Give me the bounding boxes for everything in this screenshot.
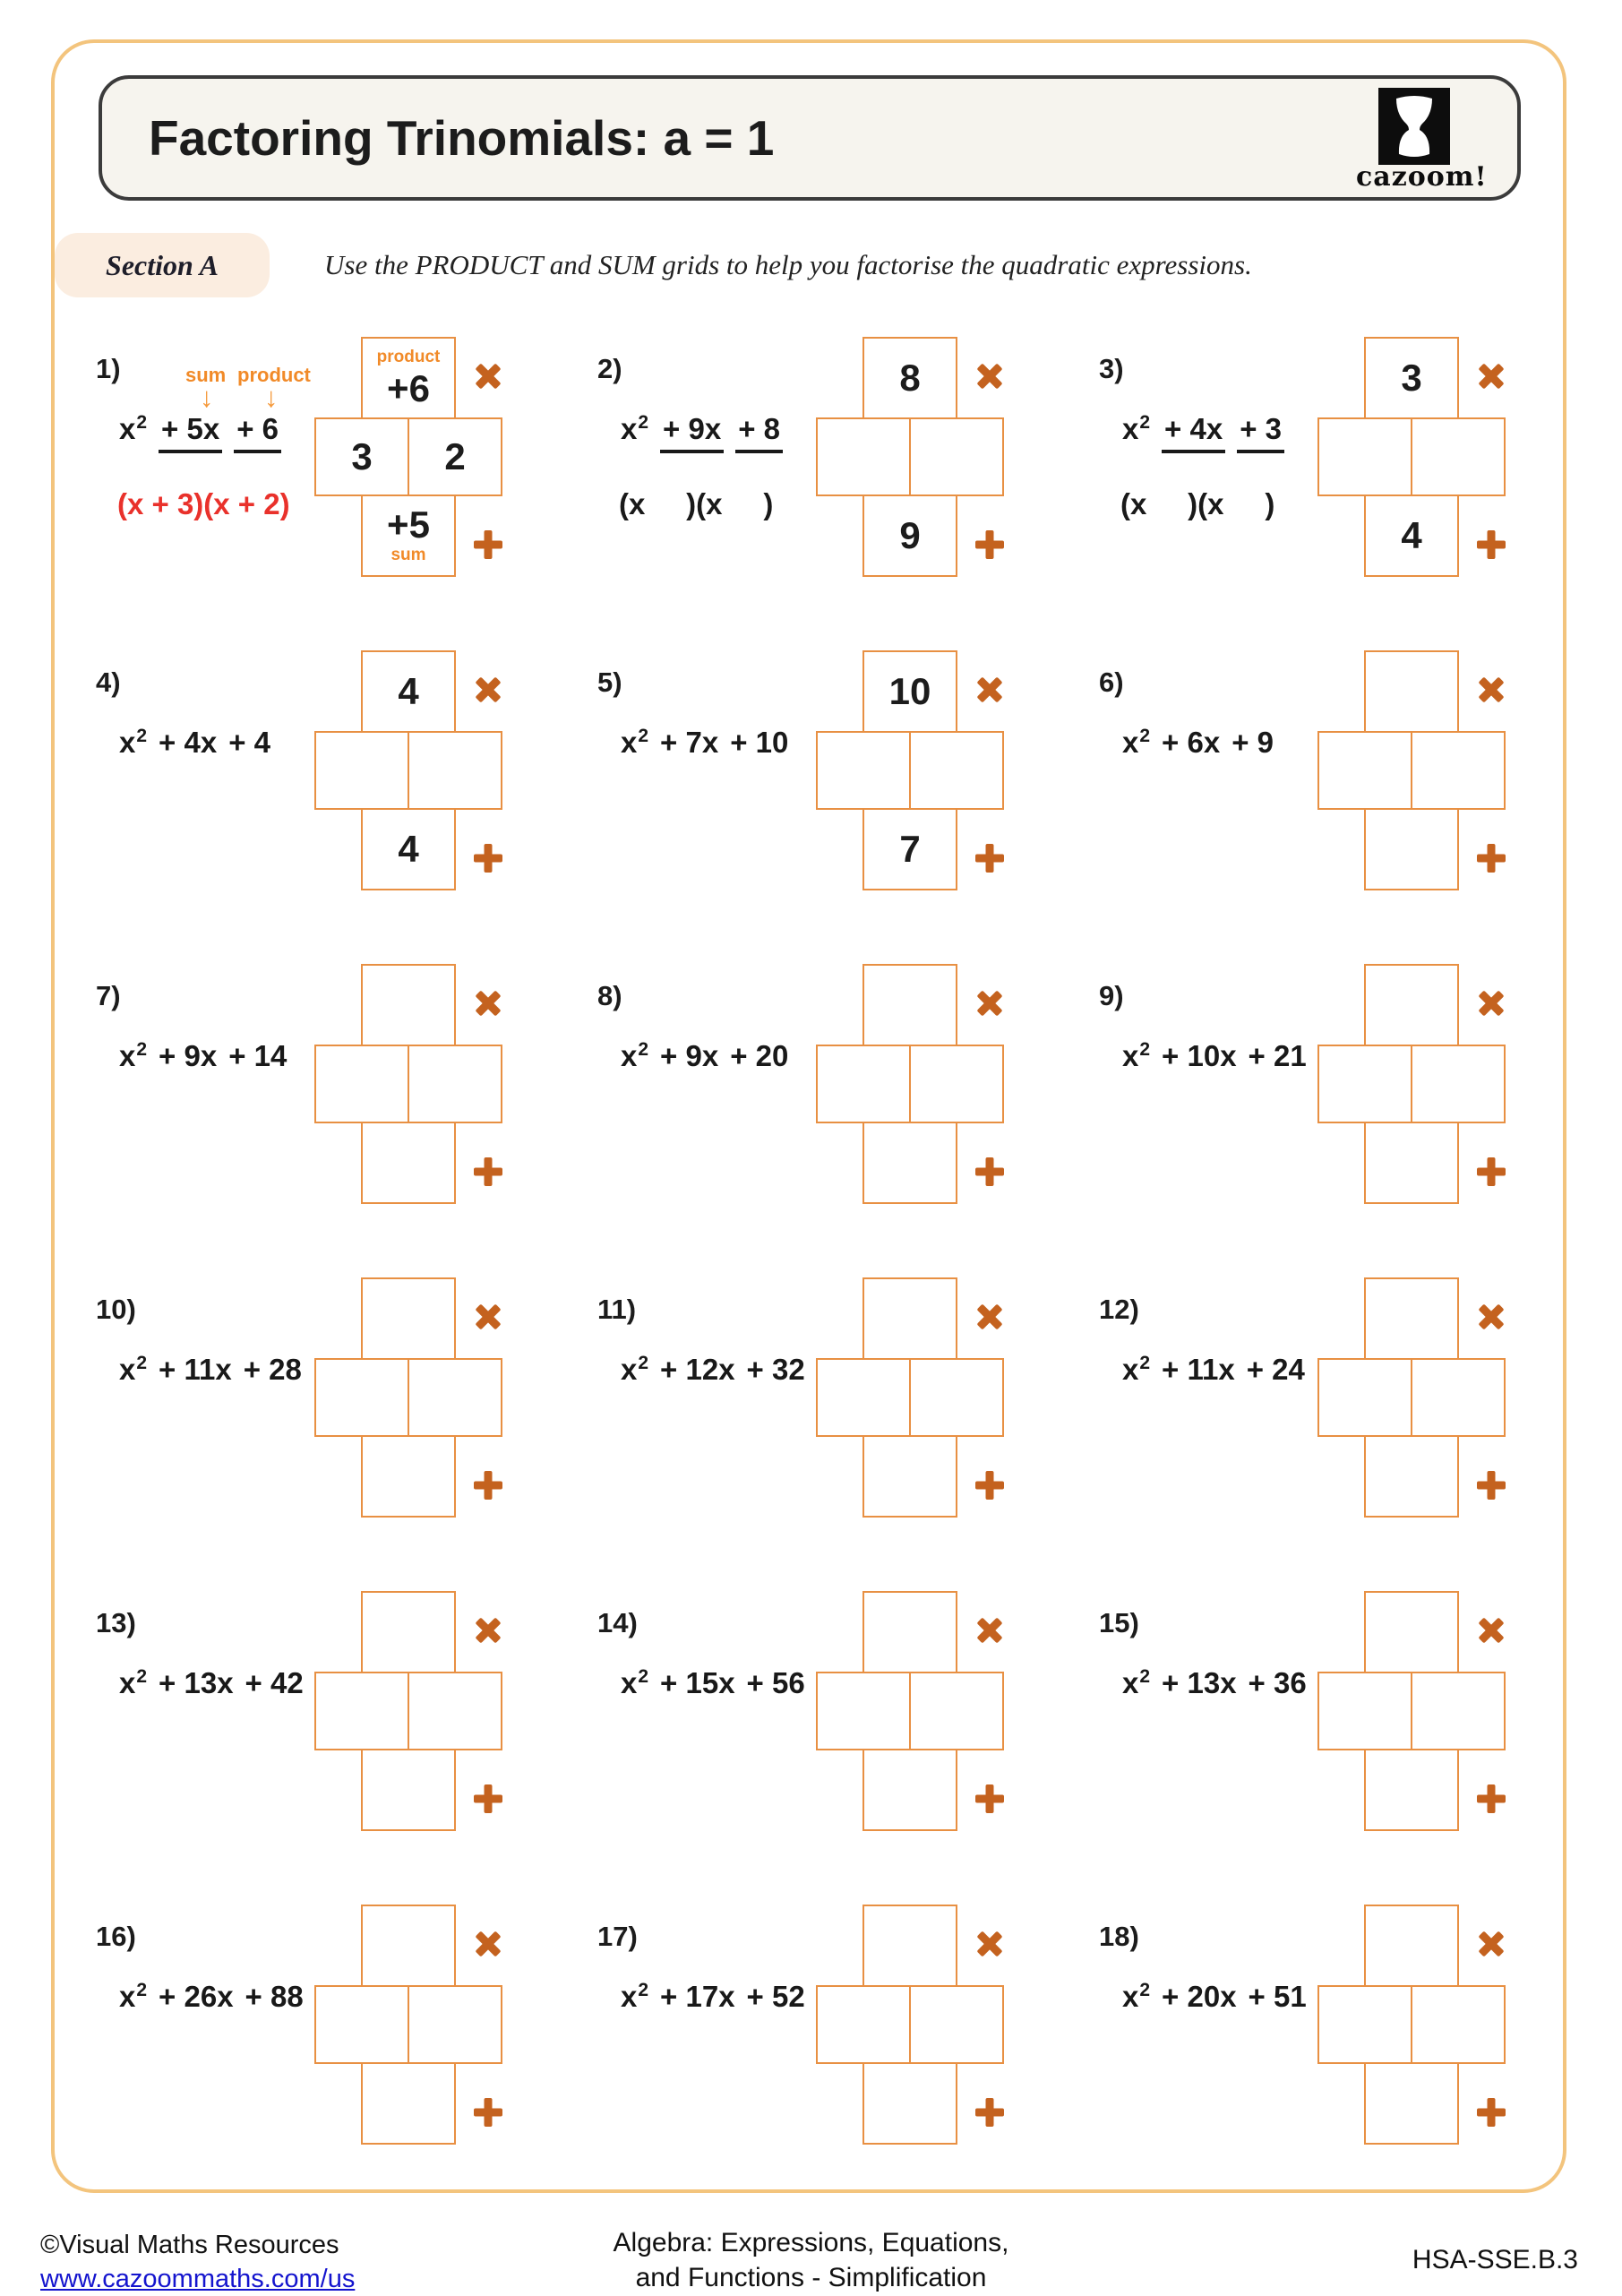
- problem-cell: [76, 315, 578, 629]
- plus-icon: [1477, 1784, 1506, 1813]
- multiply-icon: [1471, 1610, 1511, 1650]
- multiply-icon: [1471, 356, 1511, 396]
- product-box: [361, 1905, 456, 1987]
- multiply-icon: [969, 356, 1009, 396]
- factor-box-right: [1411, 731, 1506, 810]
- problem-cell: [1079, 1883, 1581, 2197]
- expression-variable: x: [119, 412, 136, 445]
- quadratic-expression: [119, 1353, 302, 1387]
- factor-box-right: [909, 417, 1004, 496]
- factor-box-left: [314, 417, 409, 496]
- expression-constant-term: + 21: [1248, 1039, 1307, 1072]
- product-value: 8: [899, 357, 921, 399]
- sum-box: [1364, 1749, 1459, 1831]
- product-box: [862, 1591, 957, 1673]
- quadratic-expression: [621, 1039, 788, 1073]
- problem-number: 4): [96, 666, 121, 698]
- expression-linear-term: + 15x: [660, 1666, 735, 1699]
- product-box: [862, 650, 957, 733]
- factor-box-left: [314, 1358, 409, 1437]
- multiply-icon: [1471, 1296, 1511, 1337]
- sum-value: 4: [1401, 514, 1422, 556]
- problem-number: 14): [597, 1607, 638, 1638]
- expression-variable: x: [119, 1980, 136, 2013]
- sum-box: [862, 1435, 957, 1518]
- multiply-icon: [969, 983, 1009, 1023]
- quadratic-expression: [1122, 726, 1274, 760]
- problem-number: 11): [597, 1294, 637, 1325]
- sum-value: 4: [398, 828, 419, 870]
- product-sum-grid: [1317, 1591, 1541, 1831]
- problem-number: 13): [96, 1607, 136, 1638]
- product-box: [862, 1277, 957, 1360]
- expression-linear-term: + 13x: [1162, 1666, 1237, 1699]
- djembe-drum-icon: [1378, 88, 1450, 165]
- header: [99, 75, 1521, 201]
- expression-linear-term: + 7x: [660, 726, 719, 759]
- sum-box: [1364, 2062, 1459, 2145]
- problem-cell: [76, 1256, 578, 1569]
- sum-box: [1364, 808, 1459, 890]
- cazoom-logo: [1356, 88, 1488, 193]
- factored-answer: (x + 3)(x + 2): [117, 487, 290, 520]
- product-box: [1364, 1277, 1459, 1360]
- factor-box-right: [1411, 417, 1506, 496]
- factor-box-right: [408, 731, 502, 810]
- expression-exponent: 2: [136, 1666, 148, 1687]
- problem-cell: [76, 1883, 578, 2197]
- expression-variable: x: [1122, 1980, 1139, 2013]
- factor-box-left: [1317, 731, 1412, 810]
- product-sum-grid: [816, 1905, 1040, 2145]
- expression-constant-term: + 9: [1232, 726, 1274, 759]
- expression-variable: x: [621, 1039, 638, 1072]
- expression-variable: x: [119, 1353, 136, 1386]
- product-sum-grid: [1317, 337, 1541, 577]
- sum-box: [1364, 1122, 1459, 1204]
- quadratic-expression: [1122, 412, 1284, 453]
- expression-variable: x: [621, 1980, 638, 2013]
- multiply-icon: [969, 1923, 1009, 1964]
- factor-box-right: [1411, 1672, 1506, 1750]
- sum-box: [862, 2062, 957, 2145]
- product-box: [361, 1277, 456, 1360]
- plus-icon: [1477, 2098, 1506, 2127]
- expression-variable: x: [1122, 412, 1139, 445]
- product-sum-grid: [816, 1591, 1040, 1831]
- product-annotation-label: product: [237, 364, 311, 386]
- problem-number: 6): [1099, 666, 1124, 698]
- factor-box-left: [816, 1672, 911, 1750]
- problem-cell: [1079, 315, 1581, 629]
- expression-constant-term: + 8: [735, 412, 783, 453]
- expression-linear-term: + 11x: [1162, 1353, 1235, 1386]
- quadratic-expression: [1122, 1039, 1307, 1073]
- expression-variable: x: [1122, 1039, 1139, 1072]
- expression-linear-term: + 26x: [159, 1980, 234, 2013]
- quadratic-expression: [1122, 1666, 1307, 1700]
- expression-constant-term: + 32: [746, 1353, 805, 1386]
- sum-box: [1364, 494, 1459, 577]
- problem-number: 10): [96, 1294, 136, 1325]
- expression-linear-term: + 9x: [660, 1039, 719, 1072]
- factor-box-right: [909, 1045, 1004, 1123]
- sum-box: [862, 1122, 957, 1204]
- product-sum-grid: [314, 1277, 538, 1518]
- product-value: 4: [398, 670, 419, 712]
- plus-icon: [474, 1471, 502, 1500]
- expression-exponent: 2: [638, 1666, 649, 1687]
- logo-text: cazoom!: [1356, 161, 1488, 193]
- plus-icon: [975, 530, 1004, 559]
- expression-constant-term: + 20: [730, 1039, 789, 1072]
- problem-number: 2): [597, 353, 622, 384]
- factor-box-left: [314, 1045, 409, 1123]
- expression-exponent: 2: [1139, 1980, 1151, 2000]
- product-sum-grid: [1317, 650, 1541, 890]
- multiply-icon: [1471, 983, 1511, 1023]
- expression-constant-term: + 6: [234, 412, 281, 453]
- problem-number: 12): [1099, 1294, 1139, 1325]
- sum-box: [361, 1435, 456, 1518]
- plus-icon: [474, 1784, 502, 1813]
- factor-box-left: [1317, 1985, 1412, 2064]
- product-sum-grid: [1317, 1277, 1541, 1518]
- expression-linear-term: + 20x: [1162, 1980, 1237, 2013]
- problem-number: 18): [1099, 1921, 1139, 1952]
- plus-icon: [1477, 530, 1506, 559]
- expression-constant-term: + 4: [228, 726, 270, 759]
- plus-icon: [975, 1784, 1004, 1813]
- expression-constant-term: + 3: [1237, 412, 1284, 453]
- sum-box: [361, 1122, 456, 1204]
- expression-constant-term: + 56: [746, 1666, 805, 1699]
- product-box: [862, 964, 957, 1046]
- product-box: [862, 1905, 957, 1987]
- product-sum-grid: [816, 337, 1040, 577]
- problems-grid: [76, 315, 1581, 2197]
- copyright-text: ©Visual Maths Resources: [40, 2231, 339, 2259]
- footer: [40, 2223, 1582, 2293]
- expression-variable: x: [621, 412, 638, 445]
- sum-box: [862, 494, 957, 577]
- factored-answer: (x )(x ): [619, 487, 774, 520]
- factor-box-right: [408, 1672, 502, 1750]
- product-box: [1364, 1591, 1459, 1673]
- expression-variable: x: [621, 1353, 638, 1386]
- product-sum-grid: [816, 650, 1040, 890]
- multiply-icon: [468, 1296, 508, 1337]
- factor-box-right: [909, 731, 1004, 810]
- problem-number: 15): [1099, 1607, 1139, 1638]
- product-sum-grid: [314, 650, 538, 890]
- left-factor-value: 3: [351, 435, 373, 477]
- expression-linear-term: + 17x: [660, 1980, 735, 2013]
- factor-box-right: [408, 417, 502, 496]
- factor-box-right: [1411, 1985, 1506, 2064]
- sum-value: 7: [899, 828, 921, 870]
- down-arrow-icon: ↓: [200, 382, 214, 413]
- quadratic-expression: [621, 1353, 805, 1387]
- expression-constant-term: + 14: [228, 1039, 287, 1072]
- quadratic-expression: [119, 1980, 304, 2014]
- sum-box: [862, 1749, 957, 1831]
- product-box: [361, 337, 456, 419]
- product-sum-grid: [816, 964, 1040, 1204]
- factor-box-right: [909, 1358, 1004, 1437]
- expression-variable: x: [119, 1039, 136, 1072]
- plus-icon: [474, 530, 502, 559]
- expression-constant-term: + 28: [243, 1353, 302, 1386]
- product-box: [361, 964, 456, 1046]
- expression-variable: x: [1122, 1353, 1139, 1386]
- problem-cell: [578, 1883, 1079, 2197]
- multiply-icon: [468, 669, 508, 709]
- expression-exponent: 2: [1139, 412, 1151, 433]
- plus-icon: [1477, 1157, 1506, 1186]
- plus-icon: [474, 2098, 502, 2127]
- expression-linear-term: + 11x: [159, 1353, 232, 1386]
- problem-number: 9): [1099, 980, 1124, 1011]
- expression-variable: x: [1122, 1666, 1139, 1699]
- factor-box-left: [1317, 1672, 1412, 1750]
- expression-constant-term: + 42: [245, 1666, 304, 1699]
- factor-box-right: [408, 1985, 502, 2064]
- factor-box-left: [1317, 417, 1412, 496]
- expression-exponent: 2: [638, 1353, 649, 1373]
- product-sum-grid: [314, 1591, 538, 1831]
- sum-box: [361, 1749, 456, 1831]
- factor-box-left: [314, 731, 409, 810]
- multiply-icon: [468, 1610, 508, 1650]
- quadratic-expression: [1122, 1353, 1305, 1387]
- expression-exponent: 2: [1139, 1039, 1151, 1060]
- quadratic-expression: [119, 726, 270, 760]
- plus-icon: [1477, 844, 1506, 873]
- factor-box-right: [408, 1045, 502, 1123]
- sum-box: [361, 2062, 456, 2145]
- product-sum-grid: [1317, 964, 1541, 1204]
- factor-box-left: [1317, 1358, 1412, 1437]
- worksheet-title: Factoring Trinomials: a = 1: [149, 110, 775, 166]
- product-sum-grid: [816, 1277, 1040, 1518]
- multiply-icon: [1471, 1923, 1511, 1964]
- problem-cell: [76, 629, 578, 942]
- product-sum-grid: [314, 337, 538, 577]
- factor-box-left: [314, 1672, 409, 1750]
- problem-number: 7): [96, 980, 121, 1011]
- expression-exponent: 2: [1139, 1666, 1151, 1687]
- multiply-icon: [468, 983, 508, 1023]
- footer-topic-line2: and Functions - Simplification: [635, 2263, 987, 2292]
- problem-cell: [1079, 942, 1581, 1256]
- expression-linear-term: + 9x: [159, 1039, 218, 1072]
- expression-exponent: 2: [638, 1039, 649, 1060]
- problem-cell: [1079, 1569, 1581, 1883]
- factor-box-left: [1317, 1045, 1412, 1123]
- section-badge: Section A: [55, 233, 270, 297]
- sum-box: [361, 494, 456, 577]
- expression-constant-term: + 51: [1248, 1980, 1307, 2013]
- product-box-label: product: [376, 348, 441, 367]
- expression-linear-term: + 6x: [1162, 726, 1221, 759]
- multiply-icon: [969, 669, 1009, 709]
- factor-box-left: [816, 417, 911, 496]
- plus-icon: [975, 844, 1004, 873]
- section-instruction: Use the PRODUCT and SUM grids to help you factorise the quadratic expressions.: [324, 249, 1252, 280]
- sum-box-label: sum: [390, 546, 426, 565]
- sum-annotation-label: sum: [185, 364, 227, 386]
- problem-cell: [578, 1569, 1079, 1883]
- problem-number: 8): [597, 980, 622, 1011]
- expression-linear-term: + 4x: [159, 726, 218, 759]
- expression-exponent: 2: [136, 1353, 148, 1373]
- quadratic-expression: [621, 412, 783, 453]
- expression-linear-term: + 5x: [159, 412, 222, 453]
- expression-exponent: 2: [136, 1039, 148, 1060]
- factor-box-left: [816, 1045, 911, 1123]
- quadratic-expression: [119, 1666, 304, 1700]
- sum-value: +5: [387, 503, 430, 546]
- expression-linear-term: + 12x: [660, 1353, 735, 1386]
- problem-number: 16): [96, 1921, 136, 1952]
- right-factor-value: 2: [444, 435, 466, 477]
- plus-icon: [975, 1471, 1004, 1500]
- problem-cell: [578, 942, 1079, 1256]
- factor-box-right: [909, 1985, 1004, 2064]
- website-link[interactable]: www.cazoommaths.com/us: [40, 2264, 356, 2293]
- plus-icon: [975, 2098, 1004, 2127]
- expression-variable: x: [621, 1666, 638, 1699]
- expression-constant-term: + 52: [746, 1980, 805, 2013]
- factor-box-left: [816, 1985, 911, 2064]
- expression-exponent: 2: [136, 1980, 148, 2000]
- standard-code: HSA-SSE.B.3: [1412, 2245, 1578, 2275]
- quadratic-expression: [119, 1039, 287, 1073]
- quadratic-expression: [1122, 1980, 1307, 2014]
- quadratic-expression: [119, 412, 281, 453]
- expression-exponent: 2: [638, 726, 649, 746]
- problem-number: 17): [597, 1921, 638, 1952]
- quadratic-expression: [621, 1666, 805, 1700]
- expression-linear-term: + 4x: [1162, 412, 1225, 453]
- product-box: [361, 1591, 456, 1673]
- plus-icon: [474, 1157, 502, 1186]
- footer-topic-line1: Algebra: Expressions, Equations,: [613, 2228, 1009, 2257]
- problem-number: 5): [597, 666, 622, 698]
- problem-cell: [76, 942, 578, 1256]
- multiply-icon: [969, 1296, 1009, 1337]
- plus-icon: [474, 844, 502, 873]
- footer-topic: [40, 2225, 1582, 2295]
- product-box: [361, 650, 456, 733]
- product-sum-grid: [314, 1905, 538, 2145]
- problem-cell: [76, 1569, 578, 1883]
- problem-number: 3): [1099, 353, 1124, 384]
- factor-box-left: [816, 731, 911, 810]
- expression-linear-term: + 10x: [1162, 1039, 1237, 1072]
- expression-exponent: 2: [136, 726, 148, 746]
- expression-constant-term: + 24: [1246, 1353, 1305, 1386]
- problem-number: 1): [96, 353, 121, 384]
- expression-variable: x: [119, 726, 136, 759]
- expression-exponent: 2: [1139, 1353, 1151, 1373]
- product-value: +6: [387, 366, 430, 409]
- quadratic-expression: [621, 1980, 805, 2014]
- expression-constant-term: + 88: [245, 1980, 304, 2013]
- expression-linear-term: + 13x: [159, 1666, 234, 1699]
- expression-variable: x: [1122, 726, 1139, 759]
- product-value: 10: [888, 670, 931, 712]
- factor-box-right: [909, 1672, 1004, 1750]
- factor-box-right: [408, 1358, 502, 1437]
- multiply-icon: [969, 1610, 1009, 1650]
- quadratic-expression: [621, 726, 788, 760]
- product-sum-grid: [1317, 1905, 1541, 2145]
- problem-cell: [1079, 1256, 1581, 1569]
- multiply-icon: [1471, 669, 1511, 709]
- problem-cell: [578, 629, 1079, 942]
- expression-linear-term: + 9x: [660, 412, 724, 453]
- expression-exponent: 2: [638, 1980, 649, 2000]
- factor-box-right: [1411, 1045, 1506, 1123]
- multiply-icon: [468, 356, 508, 396]
- multiply-icon: [468, 1923, 508, 1964]
- problem-cell: [578, 315, 1079, 629]
- product-box: [1364, 650, 1459, 733]
- down-arrow-icon: ↓: [264, 382, 279, 413]
- sum-box: [1364, 1435, 1459, 1518]
- factor-box-left: [314, 1985, 409, 2064]
- sum-box: [862, 808, 957, 890]
- factor-box-left: [816, 1358, 911, 1437]
- product-box: [1364, 337, 1459, 419]
- expression-constant-term: + 36: [1248, 1666, 1307, 1699]
- product-value: 3: [1401, 357, 1422, 399]
- sum-value: 9: [899, 514, 921, 556]
- factor-box-right: [1411, 1358, 1506, 1437]
- plus-icon: [975, 1157, 1004, 1186]
- product-box: [1364, 1905, 1459, 1987]
- expression-variable: x: [119, 1666, 136, 1699]
- sum-box: [361, 808, 456, 890]
- expression-exponent: 2: [1139, 726, 1151, 746]
- expression-variable: x: [621, 726, 638, 759]
- factored-answer: (x )(x ): [1120, 487, 1275, 520]
- problem-cell: [578, 1256, 1079, 1569]
- problem-cell: [1079, 629, 1581, 942]
- plus-icon: [1477, 1471, 1506, 1500]
- product-sum-grid: [314, 964, 538, 1204]
- expression-constant-term: + 10: [730, 726, 789, 759]
- expression-exponent: 2: [638, 412, 649, 433]
- expression-exponent: 2: [136, 412, 148, 433]
- product-box: [1364, 964, 1459, 1046]
- product-box: [862, 337, 957, 419]
